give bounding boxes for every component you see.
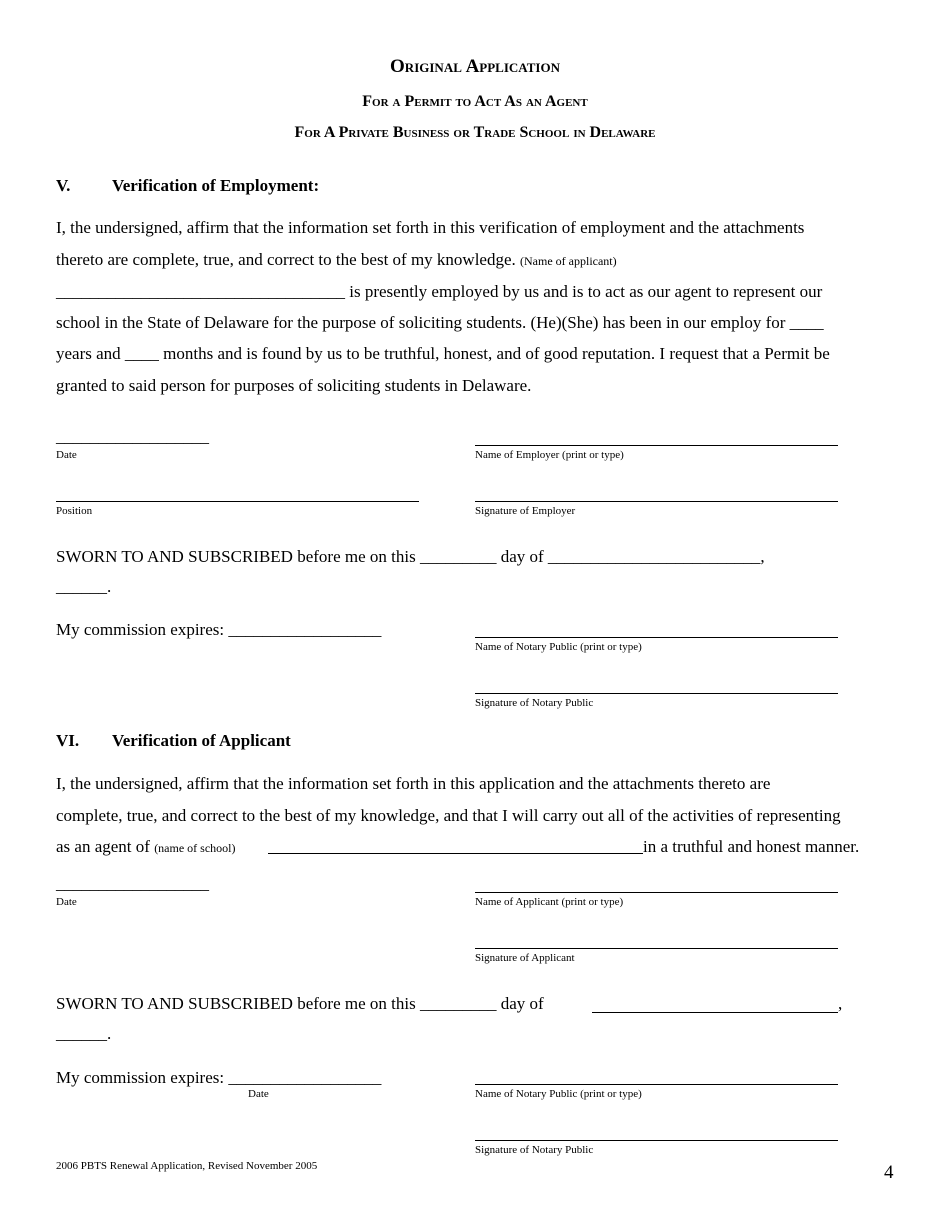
- employer-name-line[interactable]: [475, 445, 838, 446]
- form-subtitle-permit: For a Permit to Act As an Agent: [362, 93, 588, 110]
- section-vi-commission-expires: My commission expires: __________________: [56, 1068, 382, 1087]
- employer-signature-line[interactable]: [475, 501, 838, 502]
- section-v-line-3: [56, 282, 822, 302]
- name-of-applicant-note: (Name of applicant): [520, 254, 617, 268]
- section-v-title: Verification of Employment:: [112, 176, 320, 195]
- section-v-notary-signature-line[interactable]: [475, 693, 838, 694]
- section-vi-sworn-statement: SWORN TO AND SUBSCRIBED before me on this _________ day of: [56, 994, 544, 1013]
- position-label: Position: [56, 505, 93, 517]
- section-v-line-4: school in the State of Delaware for the purpose of soliciting students. (He)(She) has been in our employ for ____: [56, 313, 824, 332]
- section-vi-notary-signature-label: Signature of Notary Public: [475, 1144, 594, 1156]
- section-v-line-5: years and ____ months and is found by us to be truthful, honest, and of good reputation. I request that a Permit be: [56, 344, 830, 363]
- section-v-line-2-text: thereto are complete, true, and correct to the best of my knowledge.: [56, 250, 516, 269]
- employment-date-blank[interactable]: __________________: [56, 427, 209, 446]
- section-vi-heading: [56, 731, 456, 753]
- section-vi-notary-signature-line[interactable]: [475, 1140, 838, 1141]
- section-v-number: V.: [56, 176, 71, 195]
- section-vi-line-2: complete, true, and correct to the best of my knowledge, and that I will carry out all of the activities of representing: [56, 806, 841, 825]
- page-number: 4: [884, 1162, 894, 1183]
- employer-signature-label: Signature of Employer: [475, 505, 576, 517]
- form-subtitle-school: For A Private Business or Trade School in Delaware: [294, 124, 656, 141]
- employer-name-label: Name of Employer (print or type): [475, 449, 624, 461]
- section-vi-sworn-comma: ,: [838, 994, 843, 1013]
- section-vi-title: Verification of Applicant: [112, 731, 291, 750]
- applicant-name-blank[interactable]: __________________________________: [56, 282, 345, 301]
- applicant-date-label: Date: [56, 896, 77, 908]
- section-v-sworn-year: ______.: [56, 577, 112, 596]
- section-v-line-1: I, the undersigned, affirm that the information set forth in this verification of employment and the attachments: [56, 218, 805, 237]
- footer-revision-note: 2006 PBTS Renewal Application, Revised November 2005: [56, 1160, 318, 1172]
- section-v-line-6: granted to said person for purposes of soliciting students in Delaware.: [56, 376, 532, 395]
- section-vi-sworn-year: ______.: [56, 1024, 112, 1043]
- section-v-sworn-statement: SWORN TO AND SUBSCRIBED before me on this _________ day of _________________________,: [56, 547, 765, 566]
- section-v-notary-name-line[interactable]: [475, 637, 838, 638]
- section-vi-notary-name-label: Name of Notary Public (print or type): [475, 1088, 642, 1100]
- section-vi-number: VI.: [56, 731, 80, 750]
- applicant-date-blank[interactable]: __________________: [56, 874, 209, 893]
- applicant-name-line[interactable]: [475, 892, 838, 893]
- name-of-school-note: (name of school): [154, 841, 236, 855]
- school-name-line[interactable]: [268, 853, 643, 854]
- section-v-line-2: [56, 250, 617, 270]
- section-vi-line-3-start: [56, 837, 236, 857]
- form-title: Original Application: [390, 56, 560, 77]
- section-vi-line-3-end: in a truthful and honest manner.: [643, 837, 860, 856]
- section-v-notary-name-label: Name of Notary Public (print or type): [475, 641, 642, 653]
- section-v-notary-signature-label: Signature of Notary Public: [475, 697, 594, 709]
- applicant-signature-line[interactable]: [475, 948, 838, 949]
- section-v-commission-expires: My commission expires: __________________: [56, 620, 382, 639]
- section-v-line-3-text: is presently employed by us and is to act as our agent to represent our: [345, 282, 823, 301]
- applicant-signature-label: Signature of Applicant: [475, 952, 575, 964]
- section-vi-line-1: I, the undersigned, affirm that the information set forth in this application and the attachments thereto are: [56, 774, 771, 793]
- section-vi-commission-date-label: Date: [248, 1088, 269, 1100]
- section-vi-sworn-month-line[interactable]: [592, 1012, 838, 1013]
- section-v-heading: [56, 176, 456, 198]
- applicant-name-label: Name of Applicant (print or type): [475, 896, 624, 908]
- employment-date-label: Date: [56, 449, 77, 461]
- section-vi-line-3-text: as an agent of: [56, 837, 150, 856]
- position-line[interactable]: [56, 501, 419, 502]
- section-vi-notary-name-line[interactable]: [475, 1084, 838, 1085]
